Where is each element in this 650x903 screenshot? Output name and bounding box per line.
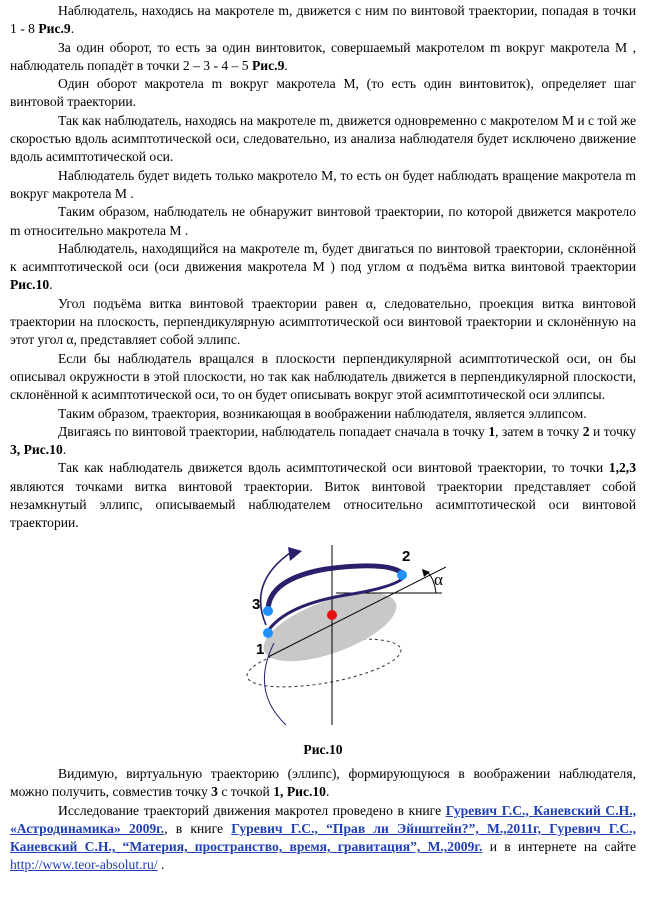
center-point	[327, 610, 337, 620]
paragraph-13	[10, 765, 636, 802]
figure-ref: Рис.10	[283, 784, 326, 800]
point-3	[263, 606, 273, 616]
document-page	[10, 2, 636, 875]
paragraph-1: Наблюдатель, находясь на макротеле m, движется с ним по винтовой траектории, попадая в точки 1 - 8 Рис.9.	[10, 3, 636, 37]
figure-caption: Рис.10	[303, 741, 343, 757]
label-1: 1	[256, 640, 265, 658]
paragraph-8: Угол подъёма витка винтовой траектории равен α, следовательно, проекция витка винтовой траектории на плоскость, перпендикулярную асимптотической оси винтовой траектории и склонённую на этот угол α, представляет собой эллипс.	[10, 295, 636, 348]
text: с точкой	[217, 784, 274, 800]
text: За один оборот, то есть за один винтовиток, совершаемый макротелом m вокруг макротела М , наблюдатель попадёт в точки 2 – 3 - 4 – 5	[10, 39, 636, 73]
paragraph-2: За один оборот, то есть за один винтовиток, совершаемый макротелом m вокруг макротела М , наблюдатель попадёт в точки 2 – 3 - 4 – 5 Рис.9.	[10, 39, 636, 73]
book-link-einstein[interactable]: Гуревич Г.С., “Прав ли Эйнштейн?”, М.,2011г, Гуревич Г.С., Каневский С.Н., “Материя, пространство, время, гравитация”, М.,2009г.	[10, 820, 636, 855]
paragraph-14	[10, 802, 636, 875]
text: Исследование траекторий движения макротел проведено в книге	[58, 802, 446, 818]
bold: 1,2,3	[608, 460, 636, 476]
text: Двигаясь по винтовой траектории, наблюдатель попадает сначала в точку	[58, 423, 489, 439]
paragraph-9: Если бы наблюдатель вращался в плоскости перпендикулярной асимптотической оси, он бы описывал окружности в этой плоскости, но так как наблюдатель движется в перпендикулярной плоскости, склонённой к асимптотической оси, то он будет описывать вокруг этой асимптотической оси эллипсы.	[10, 350, 636, 403]
point-2	[397, 570, 407, 580]
text: и точку	[589, 423, 636, 439]
paragraph-12	[10, 459, 636, 532]
paragraph-11	[10, 423, 636, 460]
figure-ref: Рис.9	[38, 21, 71, 37]
text: являются точками витка винтовой траектории. Виток винтовой траектории представляет собой незамкнутый эллипс, описываемый наблюдателем относительно асимптотической оси винтовой траектории.	[10, 478, 636, 531]
bold: 1,	[273, 784, 284, 800]
figure-ref: Рис.9	[252, 57, 285, 73]
paragraph-7: Наблюдатель, находящийся на макротеле m, будет двигаться по винтовой траектории, склонённой к асимптотической оси (оси движения макротела М ) под углом α подъёма витка винтовой траектории Рис.10.	[10, 240, 636, 293]
text: , затем в точку	[495, 423, 583, 439]
text: Видимую, виртуальную траекторию (эллипс), формирующуюся в воображении наблюдателя, можно получить, совместив точку	[10, 765, 636, 800]
text: Наблюдатель, находясь на макротеле m, движется с ним по винтовой траектории, попадая в точки 1 - 8	[10, 3, 636, 37]
paragraph-6: Таким образом, наблюдатель не обнаружит винтовой траектории, по которой движется макротело m относительно макротела М .	[10, 204, 636, 238]
text: , в книге	[164, 820, 232, 836]
label-2: 2	[402, 547, 411, 565]
text: Так как наблюдатель движется вдоль асимптотической оси винтовой траектории, то точки	[58, 460, 609, 476]
figure-ref: 3, Рис.10	[10, 442, 63, 458]
label-3: 3	[252, 595, 261, 613]
helix-ellipse-diagram	[246, 539, 446, 739]
direction-arrow	[288, 547, 302, 561]
bold: 3	[211, 784, 218, 800]
text: .	[157, 857, 165, 873]
book-link-astrodynamics[interactable]: Гуревич Г.С., Каневский С.Н., «Астродинамика» 2009г.	[10, 802, 636, 836]
label-alpha: α	[434, 569, 443, 589]
paragraph-4: Так как наблюдатель, находясь на макротеле m, движется одновременно с макротелом М и с той же скоростью вдоль асимптотической оси, следовательно, из анализа наблюдателя будет исключено движение вдоль асимптотической оси.	[10, 112, 636, 165]
bold: 2	[582, 423, 590, 439]
text: .	[325, 784, 330, 800]
point-1	[263, 628, 273, 638]
bold: 1	[488, 423, 496, 439]
website-link[interactable]: http://www.teor-absolut.ru/	[10, 857, 158, 873]
text: и в интернете на сайте	[482, 839, 636, 855]
paragraph-10: Таким образом, траектория, возникающая в воображении наблюдателя, является эллипсом.	[58, 405, 587, 421]
figure-10	[10, 539, 636, 739]
text: .	[62, 442, 67, 458]
paragraph-3: Один оборот макротела m вокруг макротела М, (то есть один винтовиток), определяет шаг винтовой траектории.	[10, 76, 636, 110]
figure-ref: Рис.10	[10, 277, 50, 293]
paragraph-5: Наблюдатель будет видеть только макротело М, то есть он будет наблюдать вращение макротела m вокруг макротела М .	[10, 167, 636, 201]
text: Наблюдатель, находящийся на макротеле m, будет двигаться по винтовой траектории, склонённой к асимптотической оси (оси движения макротела М ) под углом α подъёма витка винтовой траектории	[10, 240, 636, 275]
